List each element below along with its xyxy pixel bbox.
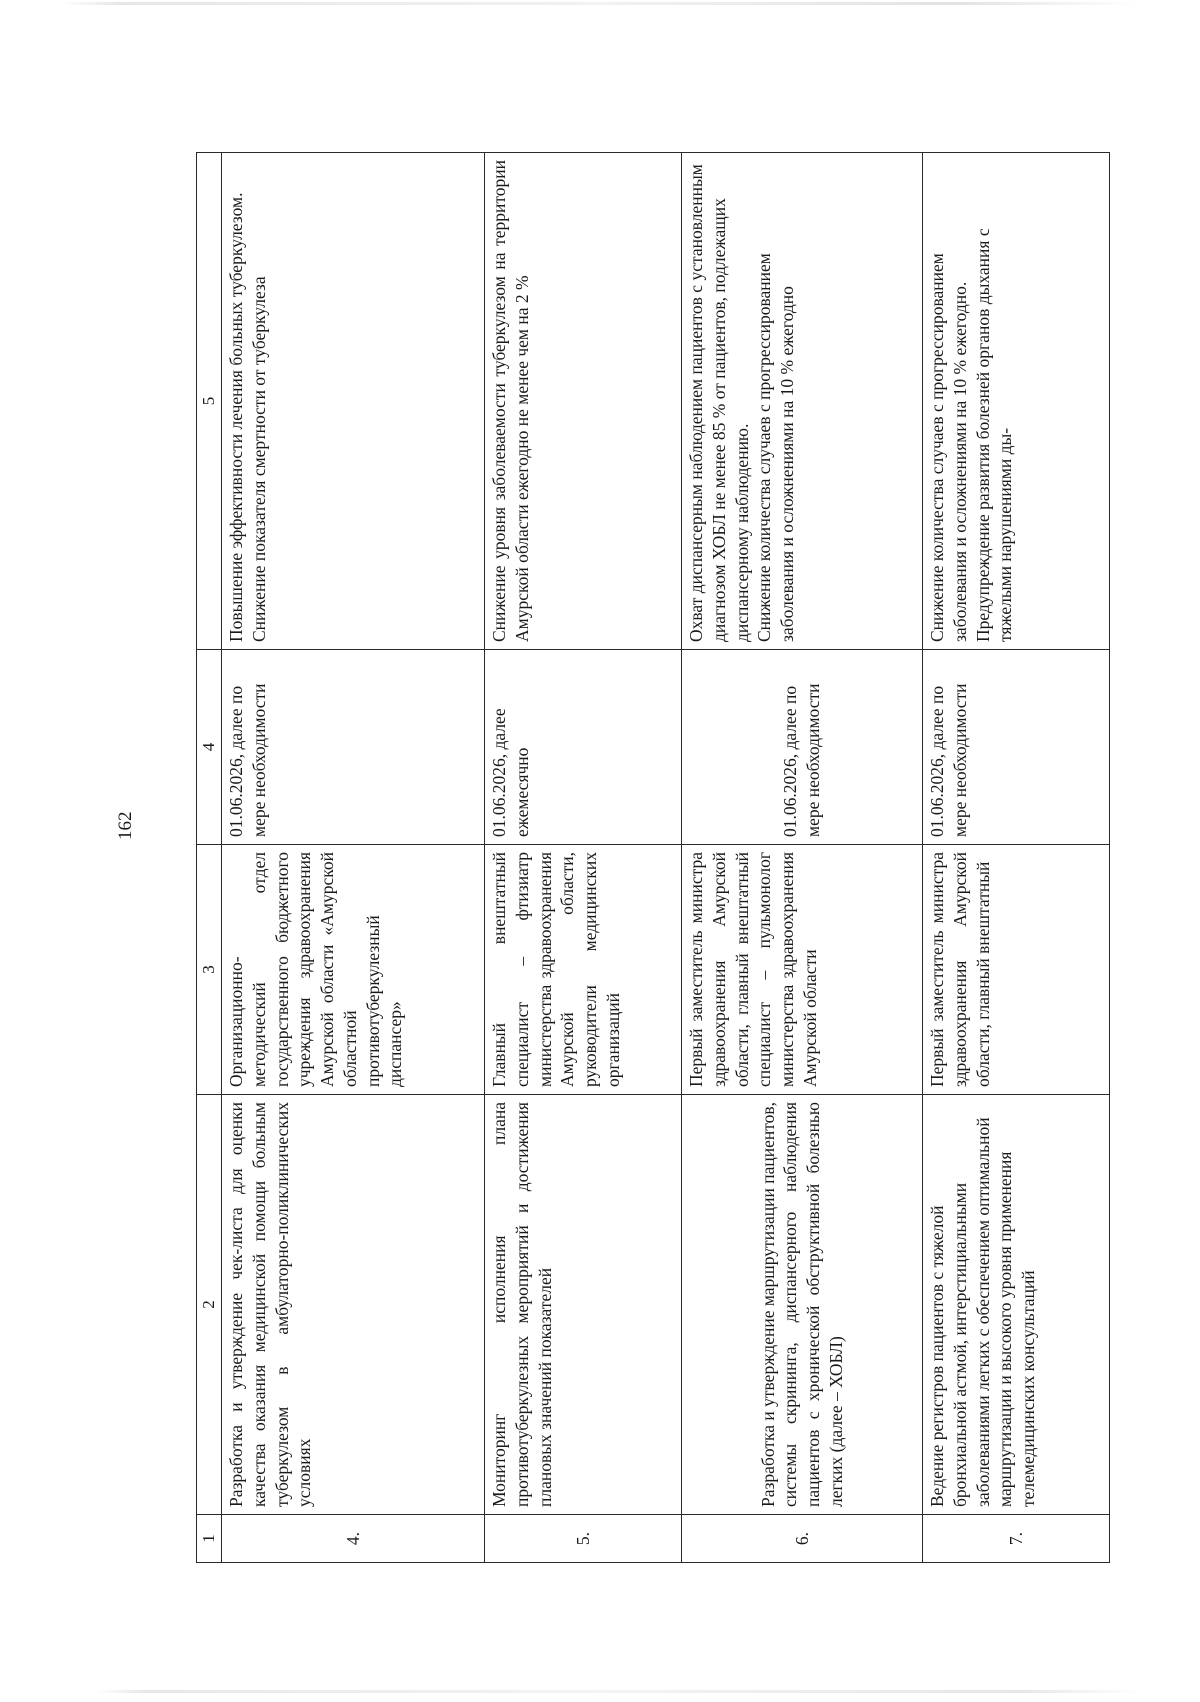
responsible-cell: Первый заместитель министра здравоохранения Амурской области, главный внештатный bbox=[923, 845, 1110, 1095]
task-cell: Ведение регистров пациентов с тяжелой бронхиальной астмой, интерстициальными заболеваниями легких с обеспечением оптимальной маршрутизации и высокого уровня применения телемедицинских консультаций bbox=[923, 1095, 1110, 1515]
deadline-cell: 01.06.2026, далее по мере необходимости bbox=[682, 650, 923, 845]
task-cell: Разработка и утверждение маршрутизации пациентов, системы скрининга, диспансерного наблюдения пациентов с хронической обструктивной болезнью легких (далее – ХОБЛ) bbox=[682, 1095, 923, 1515]
result-paragraph: Снижение показателя смертности от туберкулеза bbox=[248, 276, 269, 642]
result-paragraph: Снижение количества случаев с прогрессированием заболевания и осложнениями на 10 % ежегодно bbox=[754, 253, 798, 642]
scan-top-edge bbox=[0, 2, 1200, 5]
result-paragraph: Предупреждение развития болезней органов дыхания с тяжелыми нарушениями ды- bbox=[972, 228, 1016, 642]
deadline-cell: 01.06.2026, далее по мере необходимости bbox=[222, 650, 485, 845]
header-cell: 5 bbox=[197, 153, 222, 650]
header-cell: 2 bbox=[197, 1095, 222, 1515]
row-number: 6. bbox=[682, 1515, 923, 1563]
responsible-cell: Главный внештатный специалист – фтизиатр министерства здравоохранения Амурской области, руководители медицинских организаций bbox=[485, 845, 682, 1095]
header-cell: 1 bbox=[197, 1515, 222, 1563]
result-paragraph: Снижение уровня заболеваемости туберкулезом на территории Амурской области ежегодно не менее чем на 2 % bbox=[489, 160, 532, 642]
result-cell bbox=[923, 153, 1110, 650]
table-row bbox=[485, 153, 682, 1563]
header-cell: 3 bbox=[197, 845, 222, 1095]
deadline-cell: 01.06.2026, далее ежемесячно bbox=[485, 650, 682, 845]
result-paragraph: Охват диспансерным наблюдением пациентов с установленным диагнозом ХОБЛ не менее 85 % от пациентов, подлежащих диспансерному наблюдению. bbox=[686, 164, 752, 642]
rotated-table-container bbox=[196, 153, 1200, 1563]
row-number: 5. bbox=[485, 1515, 682, 1563]
table-row bbox=[222, 153, 485, 1563]
row-number: 7. bbox=[923, 1515, 1110, 1563]
result-paragraph: Снижение количества случаев с прогрессированием заболевания и осложнениями на 10 % ежегодно. bbox=[927, 253, 970, 642]
table-row bbox=[923, 153, 1110, 1563]
deadline-cell: 01.06.2026, далее по мере необходимости bbox=[923, 650, 1110, 845]
result-cell bbox=[682, 153, 923, 650]
header-cell: 4 bbox=[197, 650, 222, 845]
row-number: 4. bbox=[222, 1515, 485, 1563]
result-cell bbox=[485, 153, 682, 650]
task-cell: Разработка и утверждение чек-листа для оценки качества оказания медицинской помощи больным туберкулезом в амбулаторно-поликлинических условиях bbox=[222, 1095, 485, 1515]
measures-table bbox=[196, 152, 1110, 1563]
table-header-row bbox=[197, 153, 222, 1563]
result-paragraph: Повышение эффективности лечения больных туберкулезом. bbox=[226, 192, 247, 642]
table-row bbox=[682, 153, 923, 1563]
result-cell bbox=[222, 153, 485, 650]
page-number: 162 bbox=[115, 811, 136, 840]
responsible-cell: Первый заместитель министра здравоохранения Амурской области, главный внештатный специалист – пульмонолог министерства здравоохранения Амурской области bbox=[682, 845, 923, 1095]
scan-bottom-edge bbox=[0, 1690, 1200, 1693]
task-cell: Мониторинг исполнения плана противотуберкулезных мероприятий и достижения плановых значений показателей bbox=[485, 1095, 682, 1515]
responsible-cell: Организационно-методический отдел государственного бюджетного учреждения здравоохранения Амурской области «Амурской областной противотуберкулезный диспансер» bbox=[222, 845, 485, 1095]
